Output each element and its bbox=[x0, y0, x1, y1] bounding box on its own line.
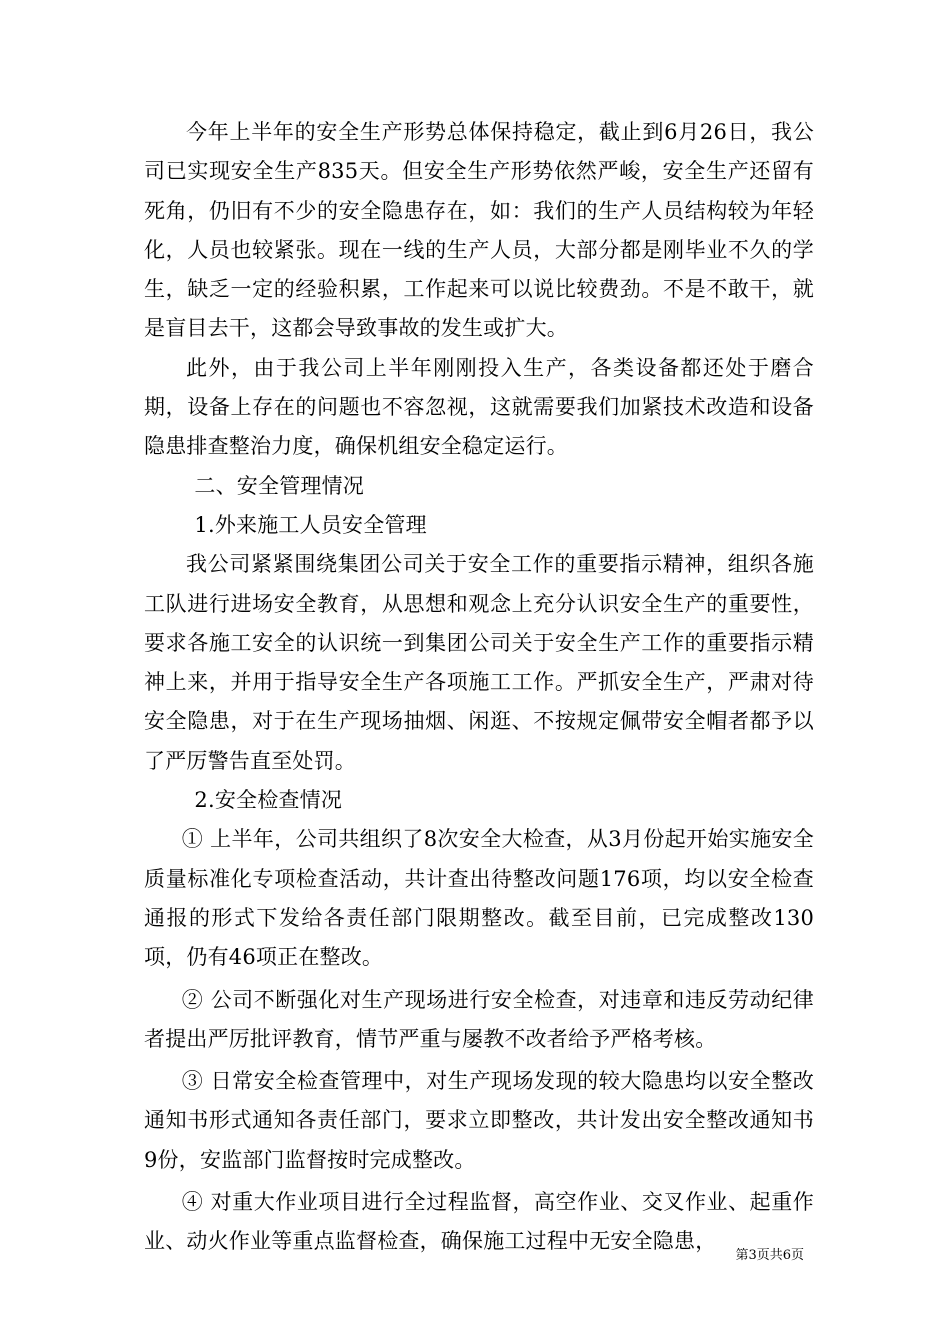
list-item-inspection-4: ④ 对重大作业项目进行全过程监督，高空作业、交叉作业、起重作业、动火作业等重点监督检查，确保施工过程中无安全隐患， bbox=[144, 1190, 814, 1254]
subheading-external-workers: 1.外来施工人员安全管理 bbox=[194, 512, 427, 537]
paragraph-external-workers: 我公司紧紧围绕集团公司关于安全工作的重要指示精神，组织各施工队进行进场安全教育，从思想和观念上充分认识安全生产的重要性，要求各施工安全的认识统一到集团公司关于安全生产工作的重要指示精神上来，并用于指导安全生产各项施工工作。严抓安全生产，严肃对待安全隐患，对于在生产现场抽烟、闲逛、不按规定佩带安全帽者都予以了严厉警告直至处罚。 bbox=[144, 552, 814, 773]
subheading-safety-inspection: 2.安全检查情况 bbox=[194, 788, 343, 813]
list-item-inspection-3: ③ 日常安全检查管理中，对生产现场发现的较大隐患均以安全整改通知书形式通知各责任部门，要求立即整改，共计发出安全整改通知书9份，安监部门监督按时完成整改。 bbox=[144, 1069, 814, 1172]
list-item-inspection-2: ② 公司不断强化对生产现场进行安全检查，对违章和违反劳动纪律者提出严厉批评教育，情节严重与屡教不改者给予严格考核。 bbox=[144, 987, 814, 1051]
section-heading-safety-management: 二、安全管理情况 bbox=[194, 473, 364, 498]
paragraph-equipment: 此外，由于我公司上半年刚刚投入生产，各类设备都还处于磨合期，设备上存在的问题也不容忽视，这就需要我们加紧技术改造和设备隐患排查整治力度，确保机组安全稳定运行。 bbox=[144, 355, 814, 459]
paragraph-safety-situation: 今年上半年的安全生产形势总体保持稳定，截止到6月26日，我公司已实现安全生产835天。但安全生产形势依然严峻，安全生产还留有死角，仍旧有不少的安全隐患存在，如：我们的生产人员结构较为年轻化，人员也较紧张。现在一线的生产人员，大部分都是刚毕业不久的学生，缺乏一定的经验积累，工作起来可以说比较费劲。不是不敢干，就是盲目去干，这都会导致事故的发生或扩大。 bbox=[144, 120, 814, 341]
page-number: 第3页共6页 bbox=[735, 1248, 804, 1263]
document-body bbox=[144, 113, 814, 1262]
list-item-inspection-1: ① 上半年，公司共组织了8次安全大检查，从3月份起开始实施安全质量标准化专项检查活动，共计查出待整改问题176项，均以安全检查通报的形式下发给各责任部门限期整改。截至目前，已完成整改130项，仍有46项正在整改。 bbox=[144, 827, 814, 970]
